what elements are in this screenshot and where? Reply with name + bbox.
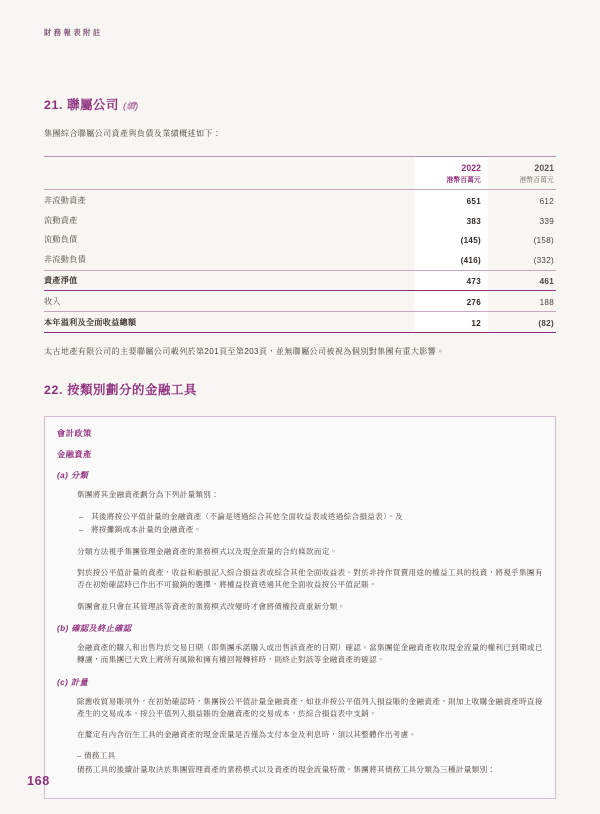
policy-clause xyxy=(57,470,543,613)
table-row xyxy=(44,210,556,230)
policy-bullet-text: 將按攤銷成本計量的金融資產。 xyxy=(91,525,202,535)
page-content xyxy=(44,98,556,799)
policy-clause-heading: (c) 計量 xyxy=(57,677,89,687)
policy-clause-heading: (b) 確認及終止確認 xyxy=(57,623,132,633)
table-cell-2021: 612 xyxy=(539,196,554,206)
table-cell-2022: 651 xyxy=(414,190,488,210)
column-header-unit-2022: 港幣百萬元 xyxy=(414,173,488,189)
table-row xyxy=(44,230,556,250)
policy-bullet-list xyxy=(57,511,543,537)
table-cell-label: 非流動資產 xyxy=(44,195,86,205)
table-row xyxy=(44,312,556,333)
table-body xyxy=(44,190,556,332)
column-header-year-2022: 2022 xyxy=(414,157,488,173)
table-cell-label: 非流動負債 xyxy=(44,255,86,265)
policy-clause xyxy=(57,623,543,667)
bullet-dash-icon: – xyxy=(79,525,84,535)
table-header-units xyxy=(44,173,556,189)
table-cell-label: 流動負債 xyxy=(44,235,78,245)
policy-box-subtitle: 金融資產 xyxy=(57,450,92,460)
table-cell-2021: 188 xyxy=(539,297,554,307)
policy-bullet-item xyxy=(79,524,543,536)
table-cell-2021: (82) xyxy=(488,312,556,333)
policy-box-title: 會計政策 xyxy=(57,429,92,439)
policy-dash-text: 債務工具 xyxy=(83,751,116,761)
policy-paragraph: 分類方法視乎集團管理金融資產的業務模式以及現金流量的合約條款而定。 xyxy=(77,546,338,556)
table-row xyxy=(44,250,556,270)
header-unit-blank xyxy=(44,173,414,189)
table-cell-label: 本年溢利及全面收益總額 xyxy=(44,312,414,333)
policy-paragraph: 集團將其金融資產劃分為下列計量類別： xyxy=(77,490,220,500)
policy-paragraph: 在釐定有內含衍生工具的金融資產的現金流量是否僅為支付本金及利息時，須以其整體作出考慮。 xyxy=(77,730,417,740)
table-cell-2022: 473 xyxy=(414,270,488,291)
table-header-years xyxy=(44,157,556,173)
table-cell-2022: 12 xyxy=(414,312,488,333)
note-21-continued: (續) xyxy=(123,101,139,111)
policy-bullet-item xyxy=(79,511,543,523)
policy-bullet-text: 其後將按公平值計量的金融資產（不論是透過綜合其他全面收益表或透過綜合損益表），及 xyxy=(91,511,403,521)
note-21-footnote: 太古地產有限公司的主要聯屬公司載列於第201頁至第203頁，並無聯屬公司被視為個別對集團有重大影響。 xyxy=(44,346,445,356)
running-header: 財務報表附註 xyxy=(44,28,103,37)
policy-dash-heading xyxy=(57,750,543,762)
policy-paragraph: 對於按公平值計量的資產，收益和虧損記入綜合損益表或綜合其他全面收益表。對於非持作買賣用途的權益工具的投資，將視乎集團有否在初始確認時已作出不可撤銷的選擇，將權益投資透過其他全面收益按公平值記賬。 xyxy=(77,568,543,590)
policy-paragraph: 債務工具的後續計量取決於集團管理資產的業務模式以及資產的現金流量特徵。集團將其債務工具分類為三種計量類別： xyxy=(77,765,496,775)
policy-clause-heading: (a) 分類 xyxy=(57,471,89,481)
table-head xyxy=(44,157,556,190)
note-22-heading xyxy=(44,383,556,399)
table-cell-2021: 339 xyxy=(539,216,554,226)
note-21-title: 聯屬公司 xyxy=(67,98,120,112)
table-cell-2022: 276 xyxy=(414,291,488,312)
note-22-number: 22. xyxy=(44,382,64,397)
table-row xyxy=(44,190,556,210)
policy-paragraph: 除應收貿易賬項外，在初始確認時，集團按公平值計量金融資產，如並非按公平值列入損益賬的金融資產，則加上收購金融資產時直接產生的交易成本。按公平值列入損益賬的金融資產的交易成本，於綜合損益表中支銷。 xyxy=(77,696,543,718)
policy-paragraph: 金融資產的購入和出售均於交易日期（即集團承諾購入或出售該資產的日期）確認。當集團從金融資產收取現金流量的權利已到期或已轉讓，而集團已大致上將所有風險和擁有權回報轉移時，則終止對該等金融資產的確認。 xyxy=(77,642,543,665)
policy-clause-list xyxy=(57,470,543,776)
note-22-title: 按類別劃分的金融工具 xyxy=(67,382,197,397)
table-cell-2022: 383 xyxy=(414,210,488,230)
header-blank xyxy=(44,157,414,173)
column-header-year-2021: 2021 xyxy=(534,163,554,174)
policy-paragraph: 集團會並只會在其管理該等資產的業務模式改變時才會將債權投資重新分類。 xyxy=(77,601,346,611)
note-21-intro: 集團綜合聯屬公司資產與負債及業績概述如下： xyxy=(44,128,222,138)
bullet-dash-icon: – xyxy=(79,511,84,521)
table-cell-2022: (145) xyxy=(414,230,488,250)
table-row xyxy=(44,291,556,312)
dash-icon: – xyxy=(77,751,84,761)
note-21-heading xyxy=(44,98,556,114)
table-cell-label: 流動資產 xyxy=(44,215,78,225)
table-cell-2022: (416) xyxy=(414,250,488,270)
table-cell-label: 資產淨值 xyxy=(44,270,414,291)
page-number: 168 xyxy=(27,774,50,788)
table-cell-2021: (332) xyxy=(533,256,554,266)
policy-clause xyxy=(57,677,543,777)
table-cell-2021: (158) xyxy=(533,236,554,246)
table-cell-label: 收入 xyxy=(44,296,61,306)
column-header-unit-2021: 港幣百萬元 xyxy=(519,177,554,185)
table-row xyxy=(44,270,556,291)
associates-financial-table xyxy=(44,156,556,332)
accounting-policy-box xyxy=(44,416,556,798)
table-cell-2021: 461 xyxy=(488,270,556,291)
note-21-number: 21. xyxy=(44,98,64,112)
